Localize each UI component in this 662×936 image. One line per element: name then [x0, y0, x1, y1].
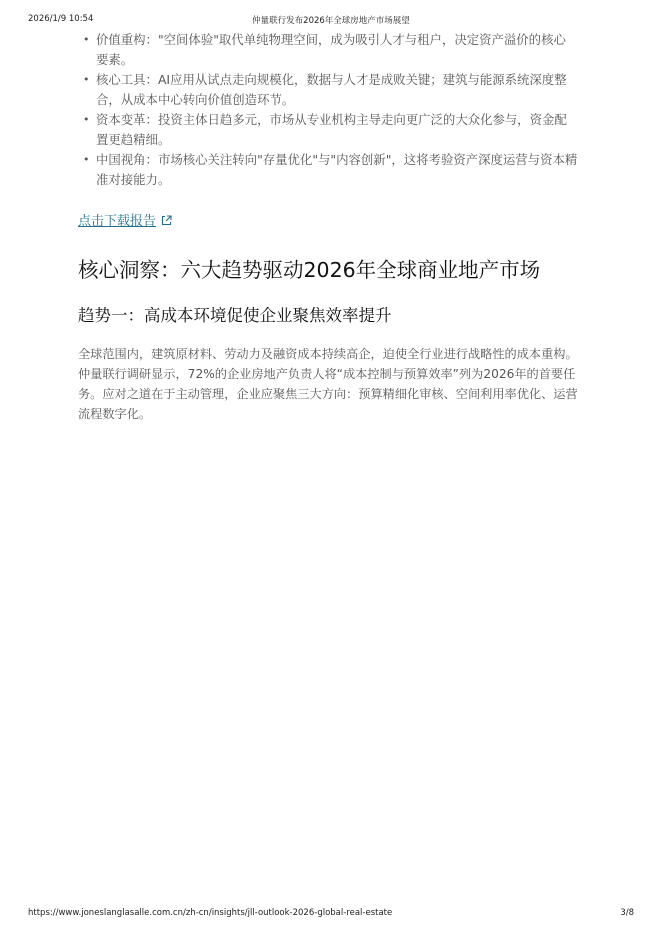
list-item	[78, 30, 578, 70]
print-document-title: 仲量联行发布2026年全球房地产市场展望	[252, 16, 410, 26]
body-paragraph: 全球范围内，建筑原材料、劳动力及融资成本持续高企，迫使全行业进行战略性的成本重构。仲量联行调研显示，72%的企业房地产负责人将“成本控制与预算效率”列为2026年的首要任务。应对之道在于主动管理，企业应聚焦三大方向：预算精细化审核、空间利用率优化、运营流程数字化。	[78, 347, 578, 421]
print-header	[28, 14, 634, 28]
summary-bullet-list	[78, 30, 578, 190]
trend-heading: 趋势一：高成本环境促使企业聚焦效率提升	[78, 306, 392, 325]
bullet-icon: •	[83, 73, 90, 86]
page-number: 3/8	[620, 908, 634, 918]
list-item	[78, 110, 578, 150]
section-title: 核心洞察：六大趋势驱动2026年全球商业地产市场	[78, 258, 541, 282]
print-footer-url: https://www.joneslanglasalle.com.cn/zh-cn/insights/jll-outlook-2026-global-real-estate	[28, 908, 393, 918]
list-item	[78, 150, 578, 190]
bullet-icon: •	[83, 33, 90, 46]
bullet-text: 价值重构："空间体验"取代单纯物理空间，成为吸引人才与租户，决定资产溢价的核心要素。	[96, 32, 566, 67]
bullet-text: 资本变革：投资主体日趋多元，市场从专业机构主导走向更广泛的大众化参与，资金配置更趋精细。	[96, 112, 567, 147]
list-item	[78, 70, 578, 110]
print-footer	[28, 908, 634, 920]
bullet-icon: •	[83, 113, 90, 126]
bullet-text: 中国视角：市场核心关注转向"存量优化"与"内容创新"，这将考验资产深度运营与资本精准对接能力。	[96, 152, 578, 187]
bullet-text: 核心工具：AI应用从试点走向规模化，数据与人才是成败关键；建筑与能源系统深度整合，从成本中心转向价值创造环节。	[96, 72, 567, 107]
download-report-label: 点击下载报告	[78, 214, 157, 229]
article-content	[78, 30, 578, 424]
bullet-icon: •	[83, 153, 90, 166]
print-timestamp: 2026/1/9 10:54	[28, 14, 94, 24]
external-link-icon	[161, 215, 172, 230]
download-report-link[interactable]	[78, 210, 172, 230]
